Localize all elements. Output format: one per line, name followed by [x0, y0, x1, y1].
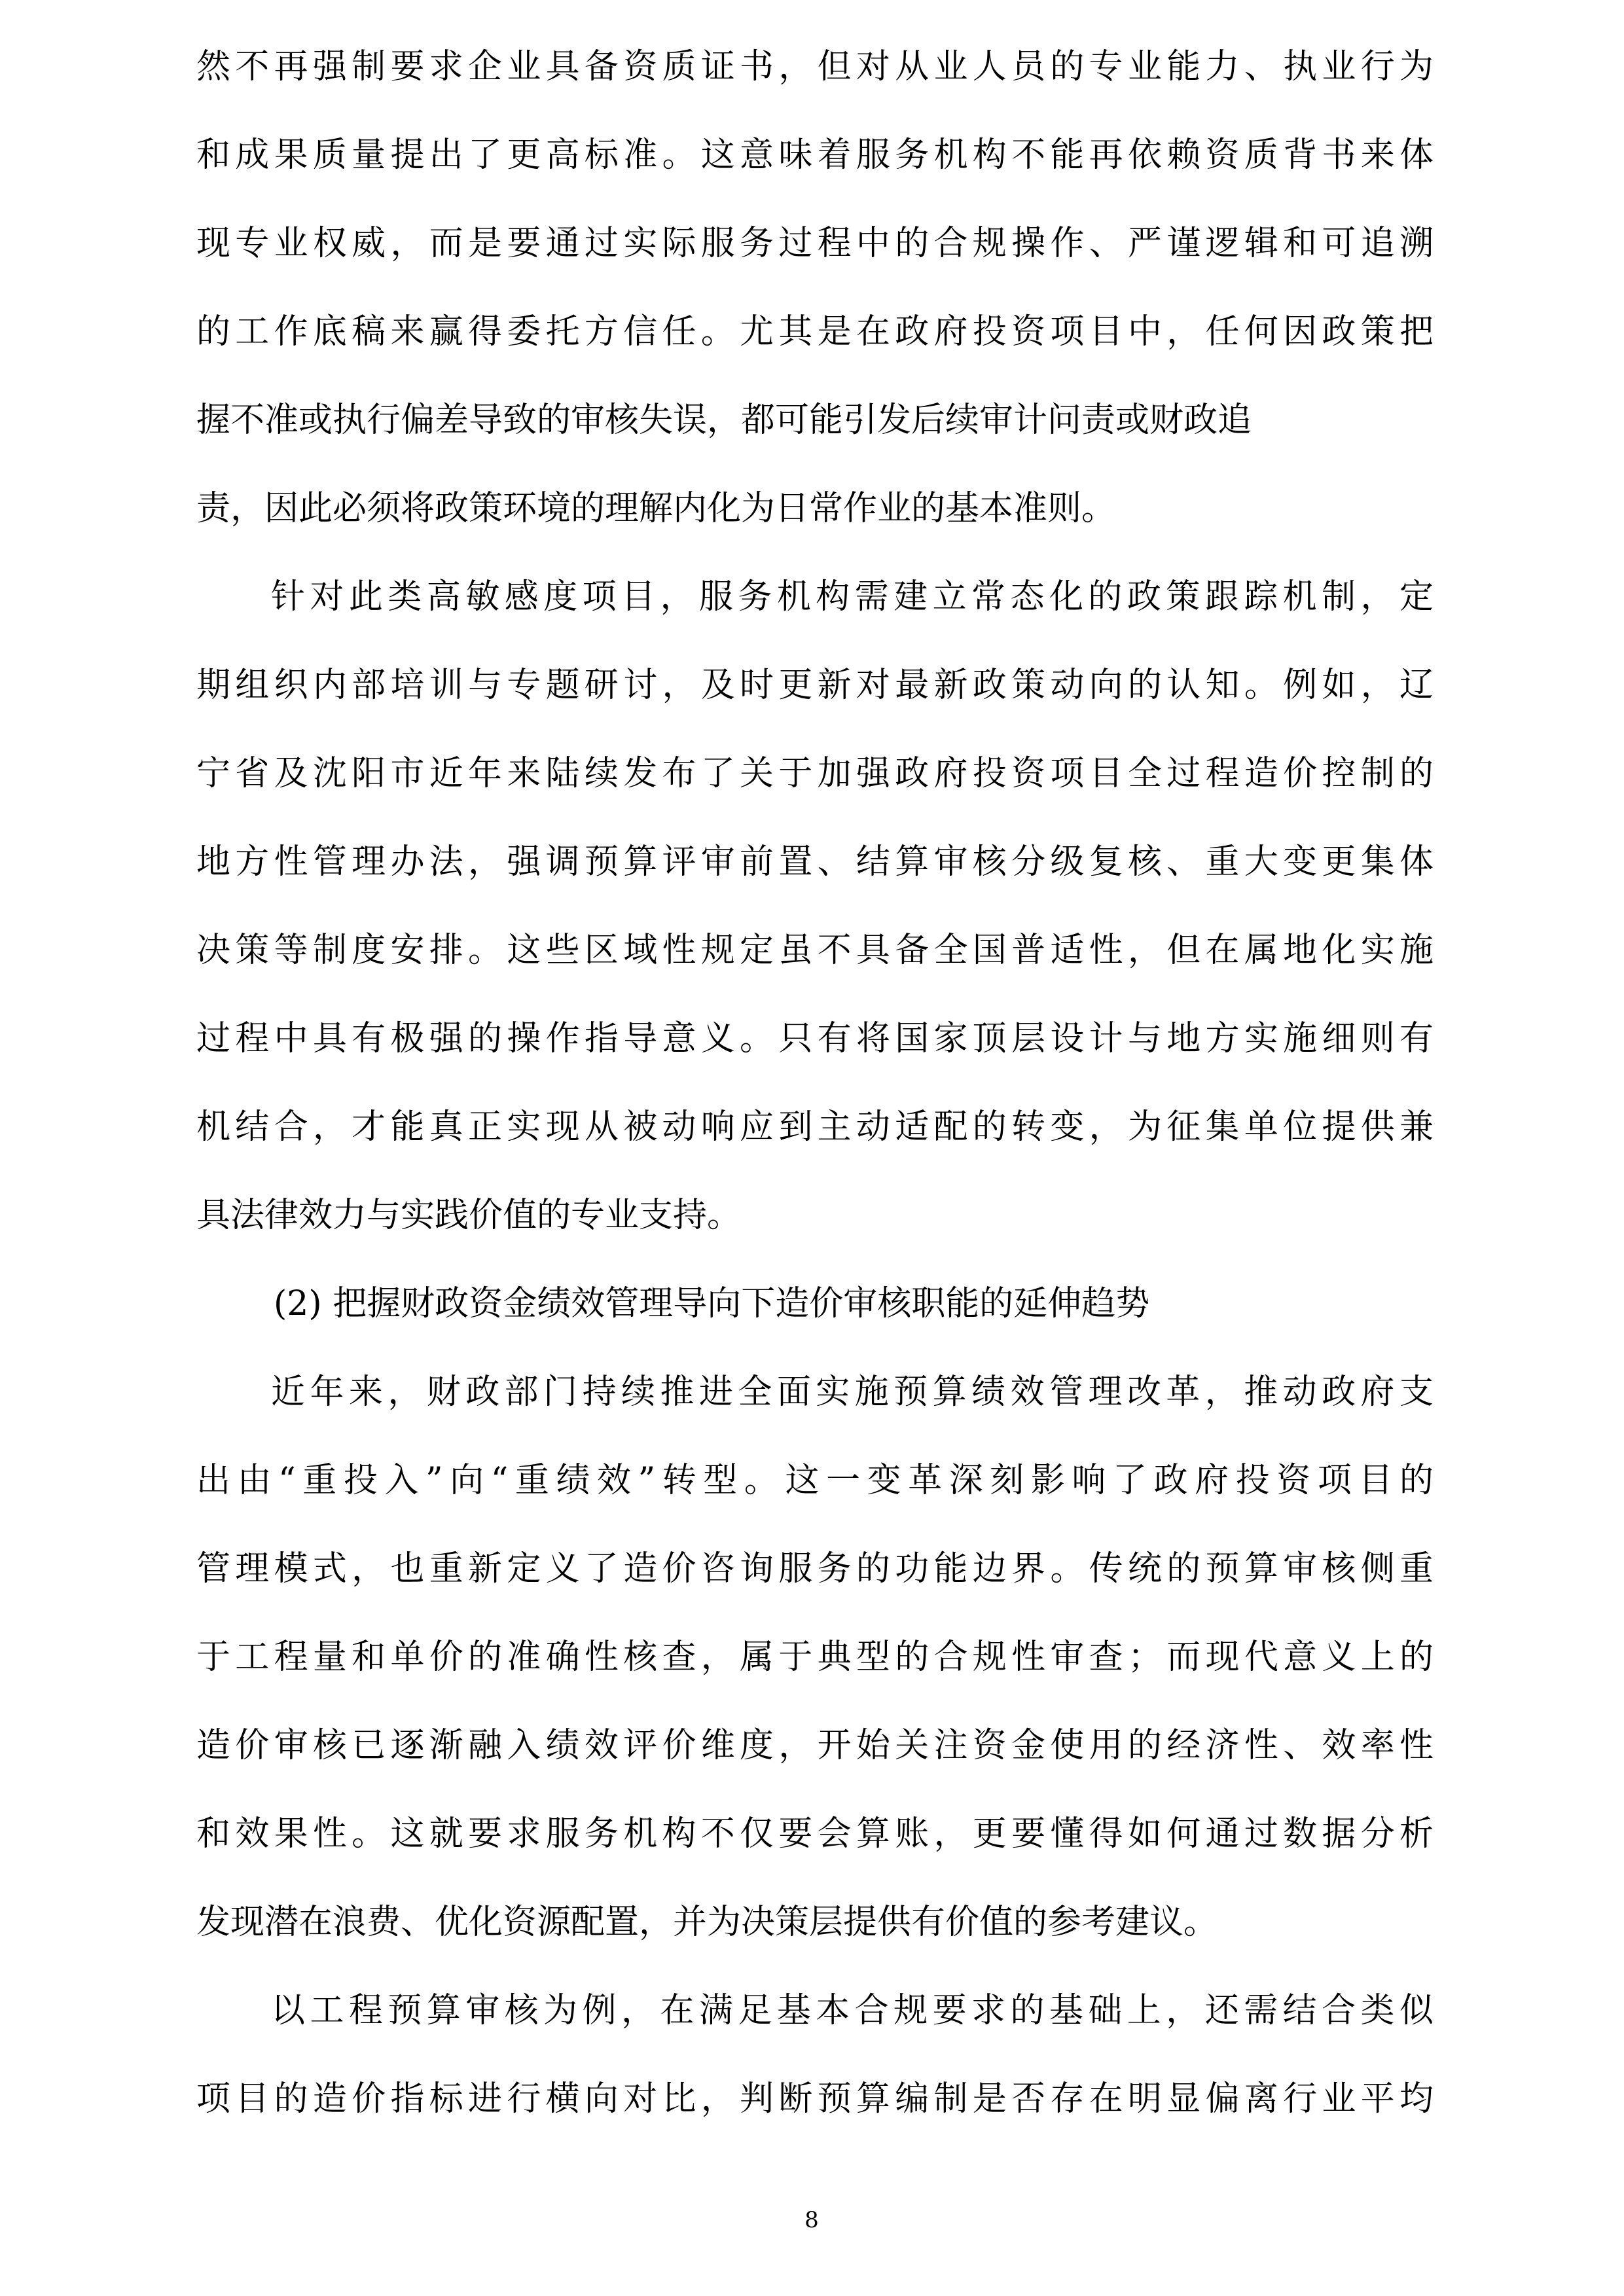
section-heading: (2) 把握财政资金绩效管理导向下造价审核职能的延伸趋势	[274, 1284, 1150, 1323]
paragraph-1-line-6: 责，因此必须将政策环境的理解内化为日常作业的基本准则。	[196, 489, 1116, 528]
paragraph-3-line-4: 于工程量和单价的准确性核查，属于典型的合规性审查；而现代意义上的	[196, 1638, 1434, 1677]
paragraph-3-line-7: 发现潜在浪费、优化资源配置，并为决策层提供有价值的参考建议。	[196, 1903, 1218, 1942]
page-number: 8	[804, 2207, 819, 2233]
paragraph-3-line-2: 出由“重投入”向“重绩效”转型。这一变革深刻影响了政府投资项目的	[196, 1461, 1434, 1500]
paragraph-3-line-3: 管理模式，也重新定义了造价咨询服务的功能边界。传统的预算审核侧重	[196, 1549, 1434, 1588]
paragraph-2-line-6: 过程中具有极强的操作指导意义。只有将国家顶层设计与地方实施细则有	[196, 1019, 1434, 1058]
paragraph-2-line-7: 机结合，才能真正实现从被动响应到主动适配的转变，为征集单位提供兼	[196, 1107, 1434, 1147]
paragraph-2-line-1: 针对此类高敏感度项目，服务机构需建立常态化的政策跟踪机制，定	[271, 577, 1434, 617]
paragraph-1-line-1: 然不再强制要求企业具备资质证书，但对从业人员的专业能力、执业行为	[196, 47, 1434, 86]
paragraph-2-line-2: 期组织内部培训与专题研讨，及时更新对最新政策动向的认知。例如，辽	[196, 666, 1434, 705]
paragraph-2-line-5: 决策等制度安排。这些区域性规定虽不具备全国普适性，但在属地化实施	[196, 931, 1434, 970]
paragraph-1-line-2: 和成果质量提出了更高标准。这意味着服务机构不能再依赖资质背书来体	[196, 135, 1434, 175]
paragraph-3-line-6: 和效果性。这就要求服务机构不仅要会算账，更要懂得如何通过数据分析	[196, 1814, 1434, 1854]
paragraph-1-line-3: 现专业权威，而是要通过实际服务过程中的合规操作、严谨逻辑和可追溯	[196, 224, 1434, 263]
paragraph-3-line-1: 近年来，财政部门持续推进全面实施预算绩效管理改革，推动政府支	[271, 1372, 1434, 1412]
paragraph-4-line-1: 以工程预算审核为例，在满足基本合规要求的基础上，还需结合类似	[271, 1991, 1434, 2030]
paragraph-1-line-4: 的工作底稿来赢得委托方信任。尤其是在政府投资项目中，任何因政策把	[196, 312, 1434, 351]
paragraph-2-line-4: 地方性管理办法，强调预算评审前置、结算审核分级复核、重大变更集体	[196, 842, 1434, 882]
paragraph-2-line-8: 具法律效力与实践价值的专业支持。	[196, 1196, 742, 1235]
paragraph-2-line-3: 宁省及沈阳市近年来陆续发布了关于加强政府投资项目全过程造价控制的	[196, 754, 1434, 793]
paragraph-4-line-2: 项目的造价指标进行横向对比，判断预算编制是否存在明显偏离行业平均	[196, 2079, 1434, 2119]
paragraph-1-line-5: 握不准或执行偏差导致的审核失误，都可能引发后续审计问责或财政追	[196, 401, 1252, 440]
paragraph-3-line-5: 造价审核已逐渐融入绩效评价维度，开始关注资金使用的经济性、效率性	[196, 1726, 1434, 1765]
